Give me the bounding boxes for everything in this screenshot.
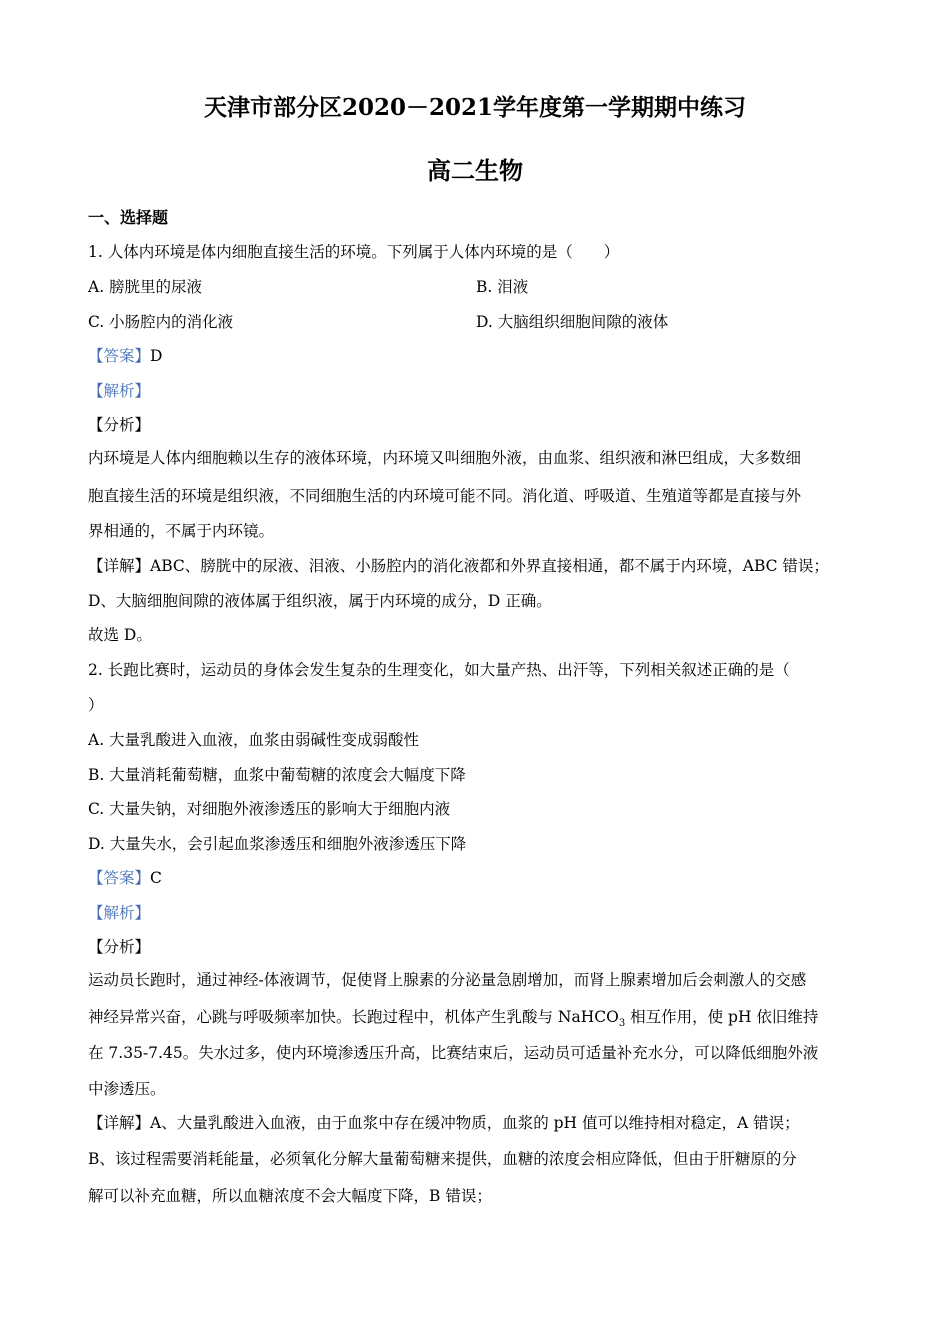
q1-detail-line-1 (88, 554, 829, 576)
document-subject: 高二生物 (427, 156, 523, 185)
q2-fenxi-line-2-post: 相互作用，使 pH 依旧维持 (625, 1008, 819, 1026)
q2-option-d: D. 大量失水，会引起血浆渗透压和细胞外液渗透压下降 (88, 835, 467, 853)
q1-analysis-label: 【解析】 (88, 382, 151, 400)
q2-stem-line-2: ） (88, 696, 104, 714)
q1-answer-line (88, 344, 162, 366)
q2-fenxi-subscript: 3 (618, 1018, 626, 1030)
section-heading: 一、选择题 (88, 208, 169, 227)
q2-detail-line-3: 解可以补充血糖，所以血糖浓度不会大幅度下降，B 错误； (88, 1187, 492, 1205)
q1-detail-line-3: 故选 D。 (88, 626, 152, 644)
q2-fenxi-line-2 (88, 1005, 818, 1029)
q2-option-c: C. 大量失钠，对细胞外液渗透压的影响大于细胞内液 (88, 800, 451, 818)
q2-option-a: A. 大量乳酸进入血液，血浆由弱碱性变成弱酸性 (88, 731, 420, 749)
q2-fenxi-line-2-pre: 神经异常兴奋，心跳与呼吸频率加快。长跑过程中，机体产生乳酸与 NaHCO (88, 1008, 619, 1026)
q2-analysis-label: 【解析】 (88, 904, 151, 922)
q2-fenxi-line-1: 运动员长跑时，通过神经-体液调节，促使肾上腺素的分泌量急剧增加，而肾上腺素增加后会刺激人的交感 (88, 971, 807, 989)
q1-detail-line-2: D、大脑细胞间隙的液体属于组织液，属于内环境的成分，D 正确。 (88, 592, 552, 610)
q2-fenxi-line-4: 中渗透压。 (88, 1080, 166, 1098)
q1-fenxi-line-3: 界相通的，不属于内环镜。 (88, 522, 275, 540)
q1-fenxi-label: 【分析】 (88, 416, 151, 434)
q2-answer: C (150, 869, 162, 887)
q2-detail-text-1: A、大量乳酸进入血液，由于血浆中存在缓冲物质，血浆的 pH 值可以维持相对稳定，A 错误； (150, 1114, 800, 1132)
q1-answer: D (150, 347, 163, 365)
q1-detail-label: 【详解】 (88, 557, 151, 575)
q1-option-c: C. 小肠腔内的消化液 (88, 313, 234, 331)
q1-fenxi-line-1: 内环境是人体内细胞赖以生存的液体环境，内环境又叫细胞外液，由血浆、组织液和淋巴组成，大多数细 (88, 449, 802, 467)
q2-fenxi-line-3: 在 7.35-7.45。失水过多，使内环境渗透压升高，比赛结束后，运动员可适量补充水分，可以降低细胞外液 (88, 1044, 819, 1062)
q2-detail-line-2: B、该过程需要消耗能量，必须氧化分解大量葡萄糖来提供，血糖的浓度会相应降低，但由于肝糖原的分 (88, 1150, 797, 1168)
q2-option-b: B. 大量消耗葡萄糖，血浆中葡萄糖的浓度会大幅度下降 (88, 766, 466, 784)
q1-option-a: A. 膀胱里的尿液 (88, 278, 203, 296)
q2-answer-line (88, 866, 162, 888)
q2-fenxi-label: 【分析】 (88, 938, 151, 956)
q1-detail-text-1: ABC、膀胱中的尿液、泪液、小肠腔内的消化液都和外界直接相通，都不属于内环境，ABC 错误； (150, 557, 829, 575)
q1-fenxi-line-2: 胞直接生活的环境是组织液，不同细胞生活的内环境可能不同。消化道、呼吸道、生殖道等都是直接与外 (88, 487, 802, 505)
q2-answer-label: 【答案】 (88, 869, 151, 887)
q1-option-b: B. 泪液 (476, 278, 529, 296)
q1-option-d: D. 大脑组织细胞间隙的液体 (476, 313, 669, 331)
q2-detail-label: 【详解】 (88, 1114, 151, 1132)
q1-stem: 1. 人体内环境是体内细胞直接生活的环境。下列属于人体内环境的是（ ） (88, 243, 620, 261)
q1-answer-label: 【答案】 (88, 347, 151, 365)
q2-stem-line-1: 2. 长跑比赛时，运动员的身体会发生复杂的生理变化，如大量产热、出汗等，下列相关叙述正确的是（ (88, 661, 790, 679)
q2-detail-line-1 (88, 1111, 800, 1133)
document-title: 天津市部分区2020－2021学年度第一学期期中练习 (203, 94, 747, 121)
